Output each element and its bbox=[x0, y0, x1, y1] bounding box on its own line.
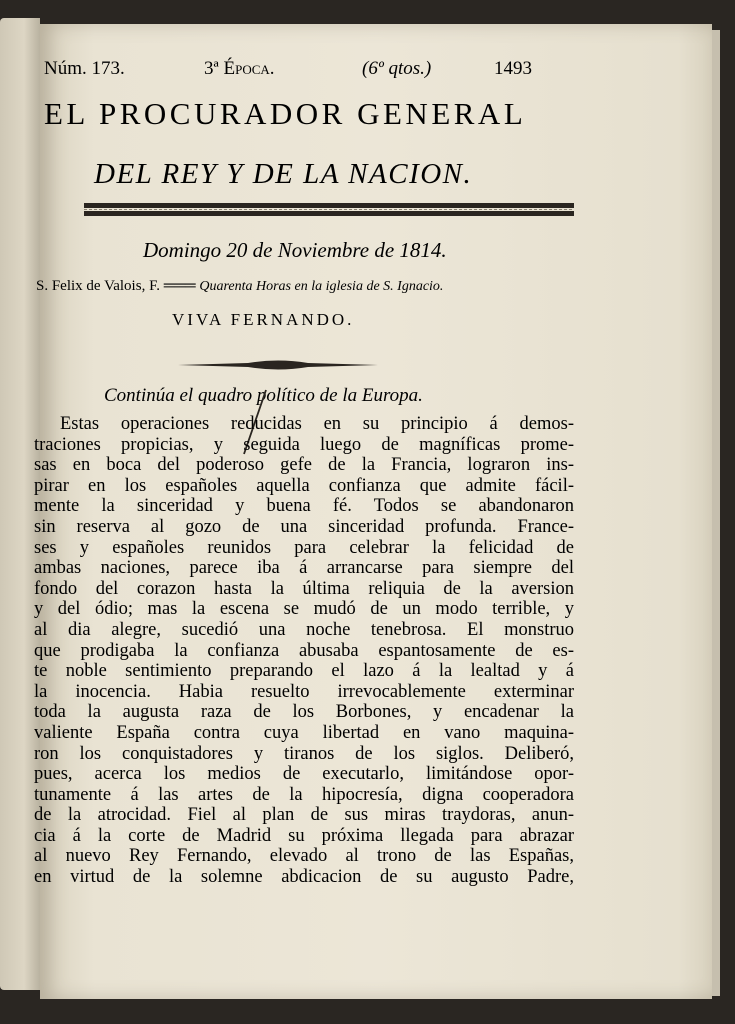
quarters-label: (6º qtos.) bbox=[362, 58, 432, 79]
article-line: ses y españoles reunidos para celebrar la felicidad de bbox=[34, 537, 574, 558]
issue-date: Domingo 20 de Noviembre de 1814. bbox=[143, 238, 447, 262]
article-line: al dia alegre, sucedió una noche tenebrosa. El monstruo bbox=[34, 619, 574, 640]
page-number: 1493 bbox=[494, 58, 532, 79]
saint-of-day: S. Felix de Valois, F. bbox=[36, 278, 160, 294]
newspaper-title: EL PROCURADOR GENERAL bbox=[44, 96, 527, 131]
article-line: Estas operaciones reducidas en su principio á demos- bbox=[60, 414, 574, 434]
article-line: pues, acerca los medios de executarlo, limitándose opor- bbox=[34, 764, 574, 785]
article-line: ambas naciones, parece iba á arrancarse para siempre del bbox=[34, 558, 574, 579]
article-body bbox=[34, 414, 574, 888]
epoch-label: 3ª Época. bbox=[204, 58, 275, 79]
article-line: pirar en los españoles aquella confianza que admite fácil- bbox=[34, 475, 574, 496]
masthead-header-line bbox=[44, 58, 574, 88]
article-line: de la atrocidad. Fiel al plan de sus miras traydoras, anun- bbox=[34, 805, 574, 826]
article-line: que prodigaba la confianza abusaba espantosamente de es- bbox=[34, 640, 574, 661]
page-fore-edge bbox=[712, 30, 720, 996]
article-line: en virtud de la solemne abdicacion de su augusto Padre, bbox=[34, 867, 574, 888]
article-line: cia á la corte de Madrid su próxima llegada para abrazar bbox=[34, 825, 574, 846]
article-line: toda la augusta raza de los Borbones, y encadenar la bbox=[34, 702, 574, 723]
article-heading: Continúa el quadro político de la Europa. bbox=[104, 385, 423, 406]
article-line: mente la sinceridad y buena fé. Todos se abandonaron bbox=[34, 496, 574, 517]
article-line: la inocencia. Habia resuelto irrevocablemente exterminar bbox=[34, 681, 574, 702]
article-line: al nuevo Rey Fernando, elevado al trono de las Españas, bbox=[34, 846, 574, 867]
saint-line bbox=[36, 278, 576, 295]
article-line: te noble sentimiento preparando el lazo á la lealtad y á bbox=[34, 661, 574, 682]
ornamental-divider bbox=[178, 358, 378, 372]
saint-separator: ═══ bbox=[163, 278, 200, 294]
article-line: tunamente á las artes de la hipocresía, digna cooperadora bbox=[34, 784, 574, 805]
article-line: valiente España contra cuya libertad en vano maquina- bbox=[34, 722, 574, 743]
issue-number: Núm. 173. bbox=[44, 58, 125, 79]
article-line: traciones propicias, y seguida luego de magníficas prome- bbox=[34, 434, 574, 455]
acclamation: VIVA FERNANDO. bbox=[172, 310, 355, 329]
article-line: sas en boca del poderoso gefe de la Francia, lograron ins- bbox=[34, 455, 574, 476]
newspaper-subtitle: DEL REY Y DE LA NACION. bbox=[94, 158, 473, 190]
devotion-notice: Quarenta Horas en la iglesia de S. Ignacio. bbox=[199, 279, 444, 294]
article-line: fondo del corazon hasta la última reliquia de la aversion bbox=[34, 578, 574, 599]
masthead-double-rule bbox=[84, 202, 574, 218]
article-line: sin reserva al gozo de una sinceridad profunda. France- bbox=[34, 516, 574, 537]
article-line: ron los conquistadores y tiranos de los siglos. Deliberó, bbox=[34, 743, 574, 764]
article-line: y del ódio; mas la escena se mudó de un modo terrible, y bbox=[34, 599, 574, 620]
